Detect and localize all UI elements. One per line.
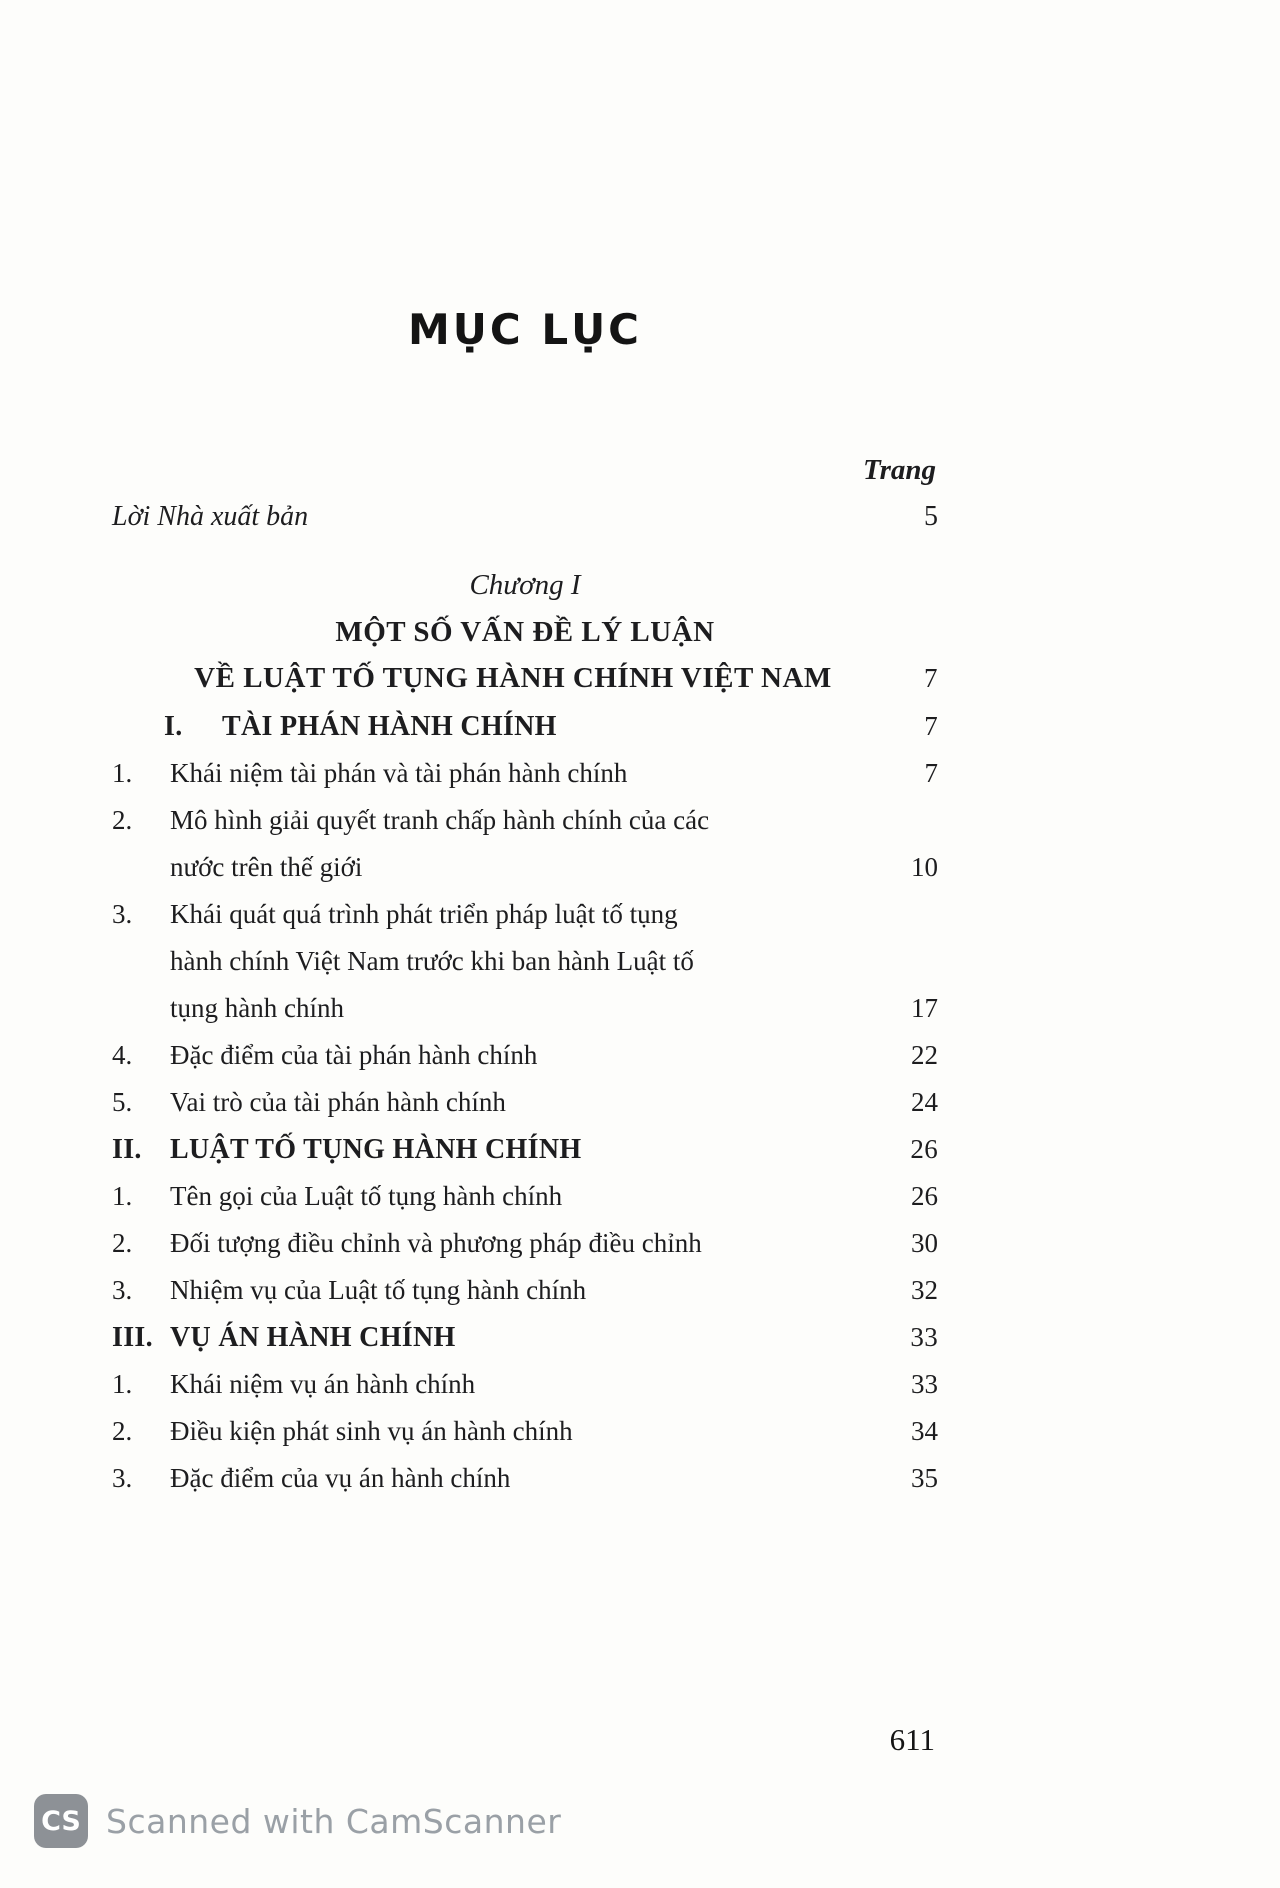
entry-text-line: Khái niệm vụ án hành chính xyxy=(170,1369,476,1399)
toc-entry xyxy=(112,797,938,891)
entry-text-line: Điều kiện phát sinh vụ án hành chính xyxy=(170,1416,573,1446)
entry-text-line: VỤ ÁN HÀNH CHÍNH xyxy=(170,1322,456,1353)
entry-page: 33 xyxy=(911,1369,938,1399)
entry-number: 2. xyxy=(112,1228,133,1258)
toc-entry xyxy=(112,891,938,1032)
camscanner-watermark-text: Scanned with CamScanner xyxy=(106,1801,562,1841)
toc-entry xyxy=(112,1173,938,1220)
entry-page: 30 xyxy=(911,1228,938,1258)
entry-text xyxy=(170,1173,874,1220)
entry-text-line: Vai trò của tài phán hành chính xyxy=(170,1087,506,1117)
entry-text xyxy=(170,797,874,891)
entry-text xyxy=(170,750,874,797)
entry-text-line: Khái quát quá trình phát triển pháp luật tố tụng xyxy=(170,899,678,929)
entry-number: 2. xyxy=(112,1416,133,1446)
entry-text xyxy=(170,891,874,1032)
entry-number: 3. xyxy=(112,899,133,929)
entry-number: 5. xyxy=(112,1087,133,1117)
trang-column-label: Trang xyxy=(862,454,936,486)
preface-entry xyxy=(112,493,938,540)
entry-page: 24 xyxy=(911,1087,938,1117)
entry-text-line: Khái niệm tài phán và tài phán hành chính xyxy=(170,758,628,788)
entry-text xyxy=(222,703,874,750)
chapter-title-line1: MỘT SỐ VẤN ĐỀ LÝ LUẬN xyxy=(335,616,715,648)
entry-text-line: LUẬT TỐ TỤNG HÀNH CHÍNH xyxy=(170,1134,582,1165)
toc-entry xyxy=(112,1267,938,1314)
entry-number: 4. xyxy=(112,1040,133,1070)
entry-text-line: Tên gọi của Luật tố tụng hành chính xyxy=(170,1181,563,1211)
toc-entry xyxy=(112,1126,938,1173)
entry-page: 26 xyxy=(911,1181,938,1211)
entry-text xyxy=(170,1220,874,1267)
entry-text xyxy=(170,1455,874,1502)
entry-number: 3. xyxy=(112,1275,133,1305)
entry-page: 7 xyxy=(924,711,938,741)
camscanner-logo-icon: CS xyxy=(34,1794,88,1848)
entry-text-line: TÀI PHÁN HÀNH CHÍNH xyxy=(222,711,557,742)
preface-page: 5 xyxy=(924,501,938,532)
entry-text-line: Đặc điểm của tài phán hành chính xyxy=(170,1040,538,1070)
entry-number: II. xyxy=(112,1134,142,1165)
toc-entry xyxy=(112,703,938,750)
entry-text-line: Đặc điểm của vụ án hành chính xyxy=(170,1463,511,1493)
book-page-number: 611 xyxy=(889,1722,935,1757)
toc-entry xyxy=(112,1455,938,1502)
entry-page: 10 xyxy=(911,852,938,882)
toc-entry xyxy=(112,750,938,797)
entry-page: 22 xyxy=(911,1040,938,1070)
entry-page: 33 xyxy=(910,1322,938,1352)
chapter-title-line2: VỀ LUẬT TỐ TỤNG HÀNH CHÍNH VIỆT NAM xyxy=(194,662,832,694)
entry-number: 1. xyxy=(112,1181,133,1211)
toc-entry xyxy=(112,1079,938,1126)
entry-text-line: tụng hành chính xyxy=(170,993,344,1023)
entry-text-line: nước trên thế giới xyxy=(170,852,363,882)
entry-text xyxy=(170,1314,874,1361)
entry-page: 34 xyxy=(911,1416,938,1446)
preface-label: Lời Nhà xuất bản xyxy=(112,501,309,532)
toc-entry xyxy=(112,1361,938,1408)
chapter-title-row xyxy=(112,655,938,701)
entry-page: 32 xyxy=(911,1275,938,1305)
entry-page: 17 xyxy=(911,993,938,1023)
entry-text-line: Đối tượng điều chỉnh và phương pháp điều chỉnh xyxy=(170,1228,702,1258)
entry-text xyxy=(170,1126,874,1173)
entry-text xyxy=(170,1032,874,1079)
entry-page: 35 xyxy=(911,1463,938,1493)
entry-text xyxy=(170,1267,874,1314)
entry-text xyxy=(170,1079,874,1126)
entry-text-line: Nhiệm vụ của Luật tố tụng hành chính xyxy=(170,1275,587,1305)
toc-entry xyxy=(112,1314,938,1361)
entry-text xyxy=(170,1408,874,1455)
entry-number: 1. xyxy=(112,758,133,788)
entry-number: 2. xyxy=(112,805,133,835)
toc-entry xyxy=(112,1408,938,1455)
entry-number: I. xyxy=(164,711,183,742)
camscanner-watermark xyxy=(34,1794,561,1848)
entry-number: 3. xyxy=(112,1463,133,1493)
entry-page: 26 xyxy=(910,1134,938,1164)
entry-text-line: Mô hình giải quyết tranh chấp hành chính của các xyxy=(170,805,710,835)
entry-text-line: hành chính Việt Nam trước khi ban hành Luật tố xyxy=(170,946,694,976)
entry-page: 7 xyxy=(924,758,938,788)
chapter-heading: Chương I xyxy=(469,569,581,601)
chapter-block xyxy=(112,562,938,701)
page-title: MỤC LỤC xyxy=(407,305,643,354)
entry-number: 1. xyxy=(112,1369,133,1399)
toc-entry xyxy=(112,1220,938,1267)
toc-list xyxy=(112,703,938,1502)
entry-number: III. xyxy=(112,1322,153,1353)
toc-entry xyxy=(112,1032,938,1079)
chapter-page: 7 xyxy=(924,663,938,693)
entry-text xyxy=(170,1361,874,1408)
toc-content xyxy=(112,0,938,1502)
